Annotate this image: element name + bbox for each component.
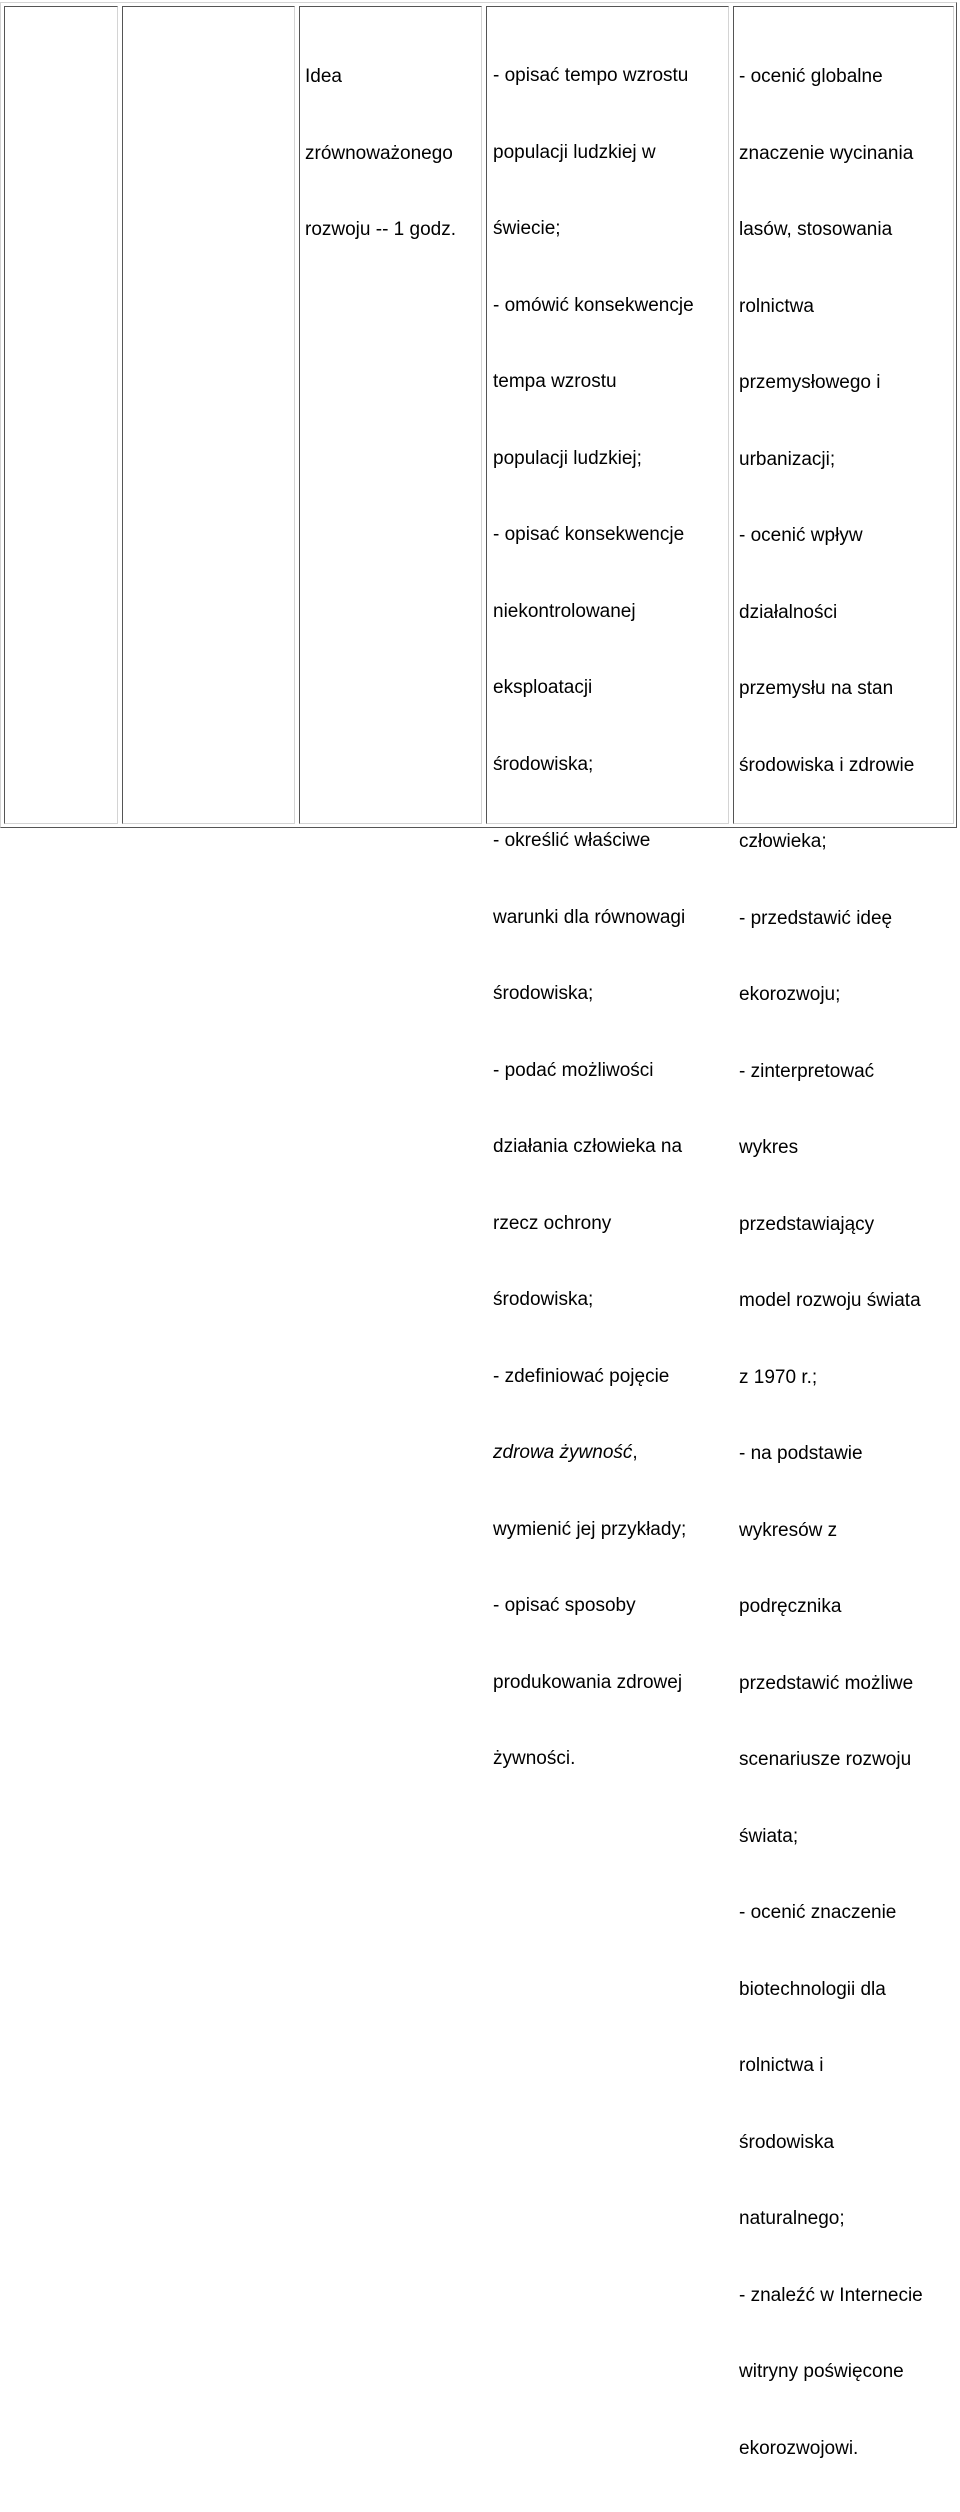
requirement-line: rolnictwa i: [739, 2055, 824, 2076]
requirement-line: znaczenie wycinania: [739, 142, 914, 164]
requirement-line: - przedstawić ideę: [739, 907, 893, 929]
requirement-line: świata;: [739, 1825, 799, 1847]
requirement-line: - określić właściwe: [493, 830, 651, 851]
requirement-line: rolnictwa: [739, 295, 814, 317]
requirement-line: eksploatacji: [493, 677, 593, 698]
requirement-line: scenariusze rozwoju: [739, 1749, 912, 1770]
requirement-line: naturalnego;: [739, 2208, 845, 2229]
requirement-line: środowiska: [739, 2131, 835, 2153]
requirement-line: przedstawić możliwe: [739, 1672, 914, 1694]
requirement-line: - ocenić znaczenie: [739, 1902, 897, 1923]
requirement-line: biotechnologii dla: [739, 1978, 886, 2000]
requirement-line: wykres: [739, 1137, 799, 1158]
requirement-line: - omówić konsekwencje: [493, 294, 694, 316]
requirement-line: przemysłowego i: [739, 372, 881, 393]
requirement-line: - opisać tempo wzrostu: [493, 65, 689, 86]
topic-line: zrównoważonego: [305, 142, 453, 164]
requirement-line: - zdefiniować pojęcie: [493, 1365, 670, 1387]
requirement-line: model rozwoju świata: [739, 1290, 921, 1311]
topic-line: rozwoju -- 1 godz.: [305, 219, 457, 240]
requirement-line: warunki dla równowagi: [493, 906, 686, 928]
table-cell-empty-2: [122, 6, 295, 824]
requirement-line: środowiska;: [493, 753, 594, 775]
requirement-line: świecie;: [493, 218, 561, 239]
requirement-line: - opisać sposoby: [493, 1595, 636, 1616]
requirement-line: - podać możliwości: [493, 1059, 654, 1081]
requirement-line: działalności: [739, 601, 838, 623]
requirement-line: przedstawiający: [739, 1213, 875, 1235]
requirement-line: wymienić jej przykłady;: [493, 1518, 687, 1540]
italic-term-healthy-food: zdrowa żywność: [493, 1442, 633, 1463]
requirement-line: człowieka;: [739, 831, 827, 852]
requirement-line: podręcznika: [739, 1596, 842, 1617]
requirement-line: środowiska;: [493, 983, 594, 1004]
requirement-line: produkowania zdrowej: [493, 1671, 683, 1693]
requirement-line: środowiska i zdrowie: [739, 754, 915, 776]
requirement-line: - ocenić wpływ: [739, 525, 863, 546]
topic-text: [300, 7, 481, 294]
requirement-line: witryny poświęcone: [739, 2361, 904, 2382]
italic-term-suffix: ,: [632, 1442, 638, 1463]
requirement-line: żywności.: [493, 1748, 576, 1769]
requirement-line: ekorozwojowi.: [739, 2437, 859, 2459]
requirement-line: - znaleźć w Internecie: [739, 2284, 923, 2306]
table-cell-basic-requirements: [486, 6, 729, 1769]
curriculum-table: [0, 2, 957, 2459]
requirement-line: z 1970 r.;: [739, 1366, 818, 1388]
table-cell-extended-requirements: [733, 6, 954, 2459]
requirement-line: populacji ludzkiej;: [493, 447, 642, 469]
requirement-line: lasów, stosowania: [739, 219, 893, 240]
requirement-line: wykresów z: [739, 1519, 838, 1541]
requirement-line: niekontrolowanej: [493, 600, 636, 622]
requirement-line: rzecz ochrony: [493, 1212, 612, 1234]
requirement-line: ekorozwoju;: [739, 984, 841, 1005]
requirement-line: - zinterpretować: [739, 1060, 875, 1082]
basic-requirements-text: [487, 7, 728, 1823]
requirement-line: przemysłu na stan: [739, 678, 894, 699]
requirement-line: środowiska;: [493, 1289, 594, 1310]
table-cell-topic: [299, 6, 482, 824]
extended-requirements-text: [734, 7, 953, 2512]
requirement-line: - opisać konsekwencje: [493, 524, 685, 545]
requirement-line: urbanizacji;: [739, 448, 836, 470]
requirement-line: tempa wzrostu: [493, 371, 617, 392]
requirement-line: - na podstawie: [739, 1443, 863, 1464]
requirement-line: działania człowieka na: [493, 1136, 683, 1157]
requirement-line-italic-term: [493, 1440, 728, 1466]
requirement-line: - ocenić globalne: [739, 66, 883, 87]
table-cell-empty-1: [4, 6, 118, 824]
requirement-line: populacji ludzkiej w: [493, 141, 656, 163]
topic-line: Idea: [305, 66, 342, 87]
